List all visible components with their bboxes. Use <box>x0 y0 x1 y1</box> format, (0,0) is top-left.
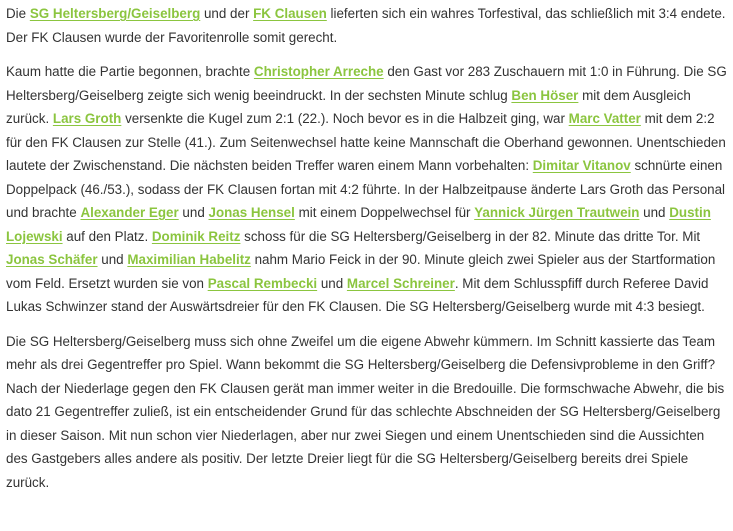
player-link[interactable]: Jonas Hensel <box>208 205 295 220</box>
player-link[interactable]: Pascal Rembecki <box>207 275 318 291</box>
paragraph-text: den Gast vor 283 Zuschauern mit 1:0 in Führung. Die SG Heltersberg/Geiselberg zeigte sich wenig beeindruckt. In der sechsten Minute schlug <box>6 64 727 103</box>
player-link[interactable]: Maximilian Habelitz <box>127 252 251 267</box>
paragraph-text: nahm Mario Feick in der 90. Minute gleich zwei Spieler aus der Startformation vom Feld. Ersetzt wurden sie von <box>6 252 716 291</box>
paragraph-text: mit einem Doppelwechsel für <box>294 205 475 220</box>
paragraph-text: auf den Platz. <box>62 228 152 244</box>
paragraph-text: und <box>639 205 670 220</box>
paragraph-text: und <box>97 252 128 267</box>
paragraph-text: Die SG Heltersberg/Geiselberg muss sich ohne Zweifel um die eigene Abwehr kümmern. Im Schnitt kassierte das Team mehr als drei Gegentreffer pro Spiel. Wann bekommt die SG Heltersberg/Geiselberg die Defensivprobleme in den Griff? Nach der Niederlage gegen den FK Clausen gerät man immer weiter in die Bredouille. Die formschwache Abwehr, die bis dato 21 Gegentreffer zuließ, ist ein entscheidender Grund für das schlechte Abschneiden der SG Heltersberg/Geiselberg in dieser Saison. Mit nun schon vier Niederlagen, aber nur zwei Siegen und einem Unentschieden sind die Aussichten des Gastgebers alles andere als positiv. Der letzte Dreier liegt für die SG Heltersberg/Geiselberg bereits drei Spiele zurück. <box>6 333 725 490</box>
paragraph-text: und <box>178 205 209 220</box>
paragraph-text: schoss für die SG Heltersberg/Geiselberg in der 82. Minute das dritte Tor. Mit <box>240 228 701 244</box>
paragraph-text: schnürte einen Doppelpack (46./53.), sodass der FK Clausen fortan mit 4:2 führte. In der Halbzeitpause änderte Lars Groth das Personal und brachte <box>6 158 726 220</box>
player-link[interactable]: Dustin Lojewski <box>6 205 711 244</box>
paragraph-text: mit dem 2:2 für den FK Clausen zur Stelle (41.). Zum Seitenwechsel hatte keine Mannschaft die Oberhand gewonnen. Unentschieden lautete der Zwischenstand. Die nächsten beiden Treffer waren einem Mann vorbehalten: <box>6 111 726 173</box>
paragraph-text: Die <box>6 6 30 21</box>
player-link[interactable]: SG Heltersberg/Geiselberg <box>29 6 201 21</box>
player-link[interactable]: Alexander Eger <box>80 205 179 220</box>
article-paragraph <box>6 60 727 319</box>
player-link[interactable]: Marc Vatter <box>568 111 641 126</box>
player-link[interactable]: Yannick Jürgen Trautwein <box>474 205 640 220</box>
player-link[interactable]: FK Clausen <box>253 6 327 21</box>
paragraph-text: und <box>317 275 347 291</box>
player-link[interactable]: Christopher Arreche <box>253 64 384 79</box>
player-link[interactable]: Dimitar Vitanov <box>532 158 631 173</box>
paragraph-text: Kaum hatte die Partie begonnen, brachte <box>6 64 254 79</box>
player-link[interactable]: Dominik Reitz <box>151 228 241 244</box>
player-link[interactable]: Ben Höser <box>511 87 579 103</box>
paragraph-text: mit dem Ausgleich zurück. <box>6 87 691 126</box>
player-link[interactable]: Marcel Schreiner <box>346 275 455 291</box>
article-paragraph <box>6 2 727 49</box>
paragraph-text: versenkte die Kugel zum 2:1 (22.). Noch bevor es in die Halbzeit ging, war <box>121 111 569 126</box>
paragraph-text: lieferten sich ein wahres Torfestival, das schließlich mit 3:4 endete. Der FK Clausen wurde der Favoritenrolle somit gerecht. <box>6 6 726 45</box>
player-link[interactable]: Jonas Schäfer <box>6 252 98 267</box>
paragraph-text: und der <box>200 6 254 21</box>
paragraph-text: . Mit dem Schlusspfiff durch Referee David Lukas Schwinzer stand der Auswärtsdreier für den FK Clausen. Die SG Heltersberg/Geiselberg wurde mit 4:3 besiegt. <box>6 275 709 314</box>
player-link[interactable]: Lars Groth <box>52 111 122 126</box>
article-paragraph <box>6 330 727 495</box>
